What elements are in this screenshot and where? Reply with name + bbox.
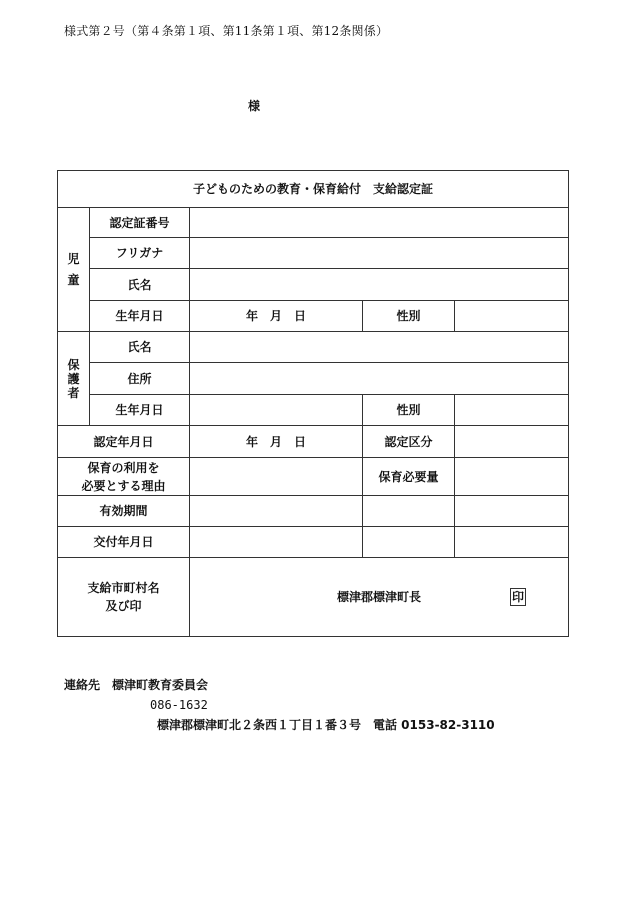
certificate-table xyxy=(57,170,569,637)
furigana-field[interactable] xyxy=(190,238,569,269)
contact-label: 連絡先 標津町教育委員会 xyxy=(64,678,209,692)
care-reason-label: 保育の利用を 必要とする理由 xyxy=(58,458,190,496)
guardian-birthdate-label: 生年月日 xyxy=(90,395,190,426)
contact-block xyxy=(64,675,495,735)
care-reason-field[interactable] xyxy=(190,458,363,496)
child-section-label: 児 童 xyxy=(58,208,90,332)
guardian-address-field[interactable] xyxy=(190,363,569,395)
municipality-label: 支給市町村名 及び印 xyxy=(58,558,190,637)
seal-mark: 印 xyxy=(511,590,524,604)
child-birthdate-field[interactable]: 年 月 日 xyxy=(190,301,363,332)
valid-period-label: 有効期間 xyxy=(58,496,190,527)
contact-address: 標津郡標津町北２条西１丁目１番３号 電話 0153-82-3110 xyxy=(157,718,495,732)
cert-number-field[interactable] xyxy=(190,208,569,238)
cert-date-field[interactable]: 年 月 日 xyxy=(190,426,363,458)
guardian-birthdate-field[interactable] xyxy=(190,395,363,426)
care-amount-field[interactable] xyxy=(455,458,569,496)
guardian-gender-label: 性別 xyxy=(363,395,455,426)
cert-date-label: 認定年月日 xyxy=(58,426,190,458)
form-number: 様式第２号（第４条第１項、第11条第１項、第12条関係） xyxy=(64,24,389,38)
contact-postal-code: 086-1632 xyxy=(150,698,208,712)
valid-period-field[interactable] xyxy=(190,496,363,527)
municipality-value: 標津郡標津町長 xyxy=(336,590,421,604)
valid-period-field-2[interactable] xyxy=(363,496,455,527)
guardian-name-label: 氏名 xyxy=(90,332,190,363)
issue-date-label: 交付年月日 xyxy=(58,527,190,558)
issue-date-field-3[interactable] xyxy=(455,527,569,558)
child-gender-field[interactable] xyxy=(455,301,569,332)
guardian-address-label: 住所 xyxy=(90,363,190,395)
child-birthdate-label: 生年月日 xyxy=(90,301,190,332)
issue-date-field[interactable] xyxy=(190,527,363,558)
child-gender-label: 性別 xyxy=(363,301,455,332)
child-name-field[interactable] xyxy=(190,269,569,301)
addressee-label: 様 xyxy=(248,99,261,113)
municipality-value-cell xyxy=(190,558,569,637)
guardian-section-label: 保 護 者 xyxy=(58,332,90,426)
guardian-name-field[interactable] xyxy=(190,332,569,363)
cert-number-label: 認定証番号 xyxy=(90,208,190,238)
cert-category-field[interactable] xyxy=(455,426,569,458)
issue-date-field-2[interactable] xyxy=(363,527,455,558)
care-amount-label: 保育必要量 xyxy=(363,458,455,496)
certificate-title: 子どものための教育・保育給付 支給認定証 xyxy=(58,171,569,208)
valid-period-field-3[interactable] xyxy=(455,496,569,527)
furigana-label: フリガナ xyxy=(90,238,190,269)
guardian-gender-field[interactable] xyxy=(455,395,569,426)
child-name-label: 氏名 xyxy=(90,269,190,301)
cert-category-label: 認定区分 xyxy=(363,426,455,458)
